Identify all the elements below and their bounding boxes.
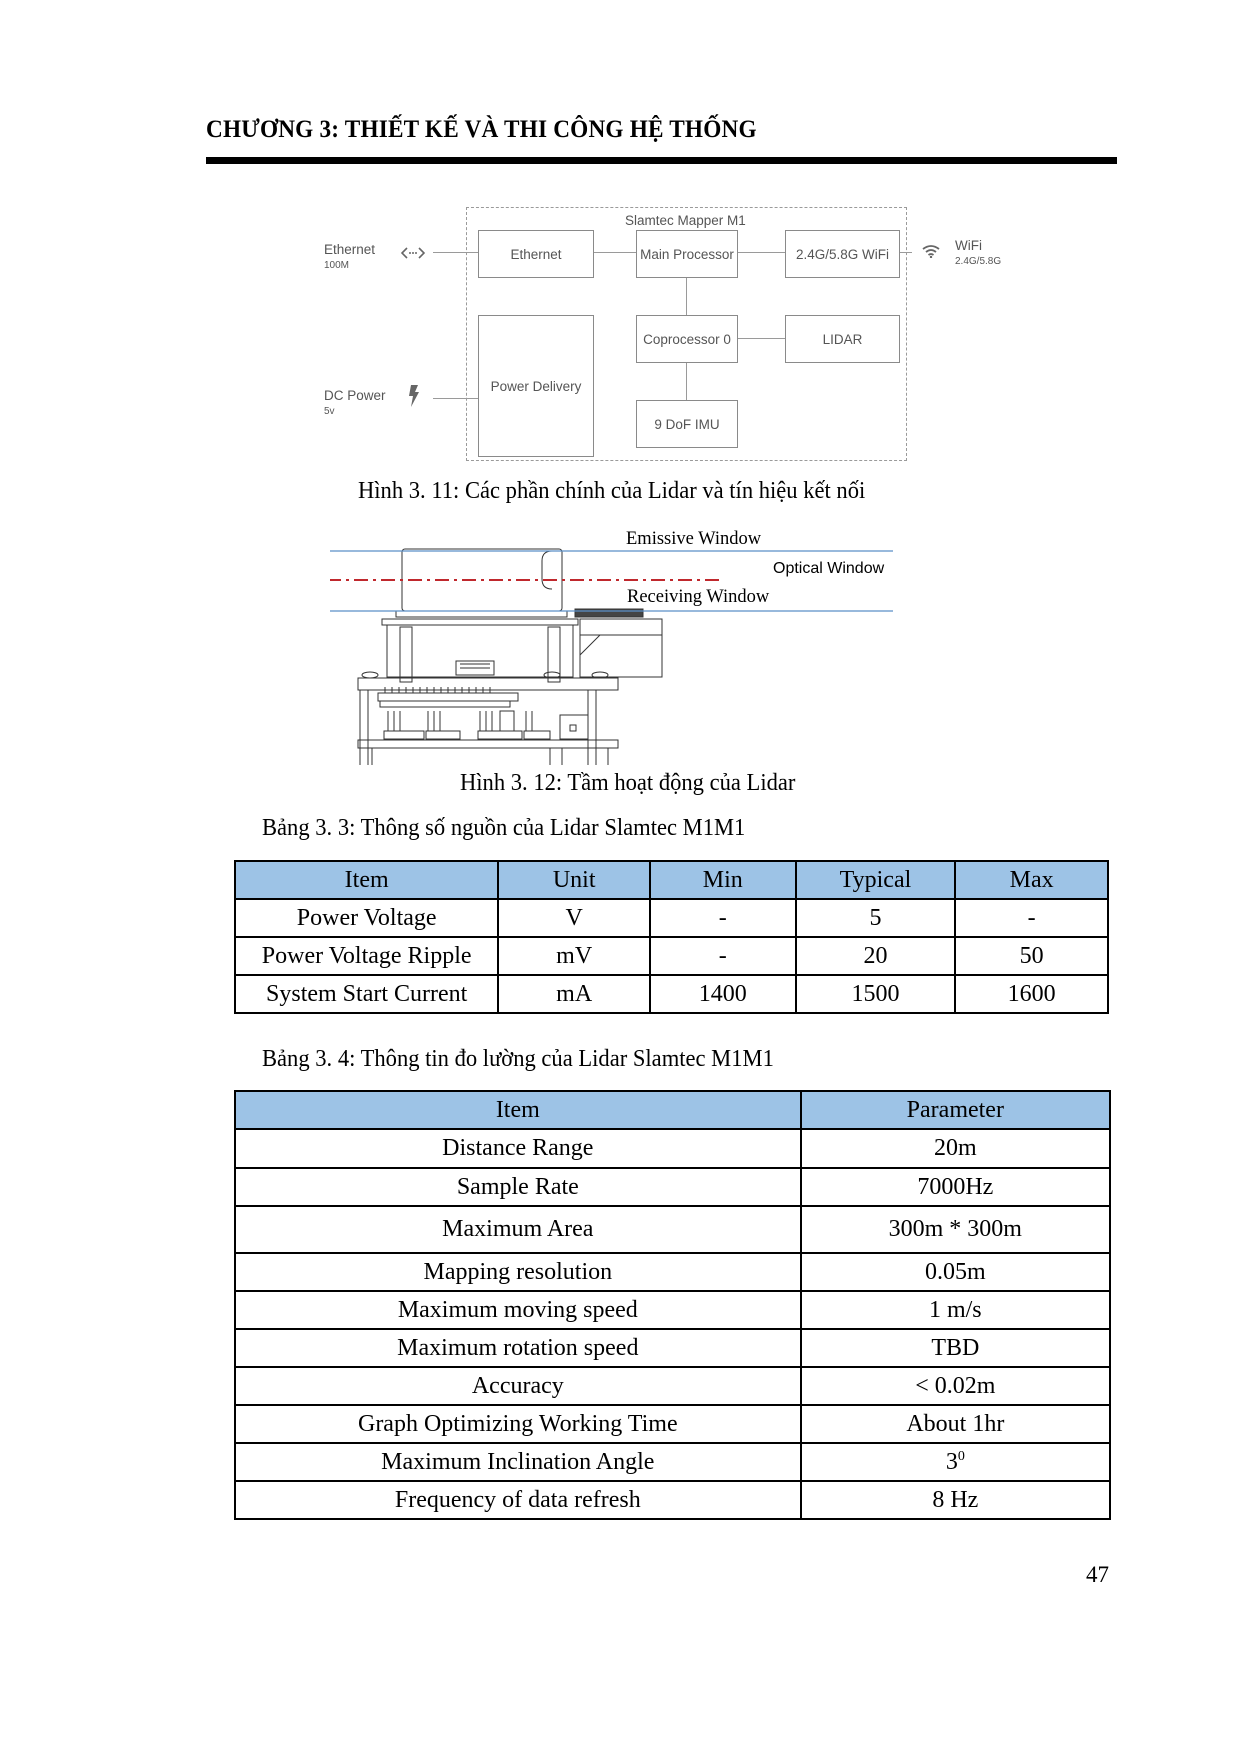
table-cell: - [955,899,1108,937]
table-row [235,1443,1110,1481]
table-cell: Maximum Area [235,1206,801,1253]
ethernet-arrows-icon [401,245,425,261]
table-cell: - [650,937,796,975]
table-cell: Distance Range [235,1129,801,1168]
table-cell: Accuracy [235,1367,801,1405]
table-row [235,937,1108,975]
wifi-external-label: WiFi [955,238,982,253]
table-cell: 1400 [650,975,796,1013]
table-row [235,1481,1110,1519]
table-row [235,1168,1110,1206]
table-row [235,1291,1110,1329]
table-cell: Power Voltage [235,899,498,937]
figure-3-12-caption: Hình 3. 12: Tầm hoạt động của Lidar [460,770,796,796]
table-header-row [235,1091,1110,1129]
table-cell: 7000Hz [801,1168,1110,1206]
table-cell: 50 [955,937,1108,975]
table-cell: Graph Optimizing Working Time [235,1405,801,1443]
table-row [235,975,1108,1013]
table-cell: TBD [801,1329,1110,1367]
table-cell: 1600 [955,975,1108,1013]
coprocessor-to-imu-link [686,363,687,400]
column-header: Parameter [801,1091,1110,1129]
frame-title: Slamtec Mapper M1 [625,213,746,228]
table-row [235,1405,1110,1443]
wifi-block: 2.4G/5.8G WiFi [785,230,900,278]
figure-3-12-lidar-drawing [330,529,1000,765]
table-cell: 20m [801,1129,1110,1168]
column-header: Item [235,1091,801,1129]
figure-3-11-block-diagram [290,195,1060,465]
ethernet-speed-label: 100M [324,260,350,271]
table-3-3-caption: Bảng 3. 3: Thông số nguồn của Lidar Slamtec M1M1 [262,815,746,841]
power-connector-line [433,398,478,399]
table-cell: Maximum rotation speed [235,1329,801,1367]
table-cell: System Start Current [235,975,498,1013]
table-cell: mV [498,937,650,975]
table-cell [801,1443,1110,1481]
lightning-icon [407,385,421,407]
ethernet-external-label: Ethernet [324,242,376,257]
table-cell: 20 [796,937,956,975]
column-header: Item [235,861,498,899]
table-header-row [235,861,1108,899]
power-spec-table [234,860,1109,1014]
dc-power-external-label: DC Power [324,388,386,403]
table-cell: 300m * 300m [801,1206,1110,1253]
column-header: Min [650,861,796,899]
ethernet-block: Ethernet [478,230,594,278]
table-cell: < 0.02m [801,1367,1110,1405]
receiving-window-label: Receiving Window [627,587,770,607]
table-cell: Sample Rate [235,1168,801,1206]
dc-power-voltage-label: 5v [324,406,335,417]
power-delivery-block: Power Delivery [478,315,594,457]
table-cell: 8 Hz [801,1481,1110,1519]
table-row [235,1367,1110,1405]
lidar-device-drawing [330,535,1000,765]
coprocessor-block: Coprocessor 0 [636,315,738,363]
table-cell: 1500 [796,975,956,1013]
chapter-divider [206,157,1117,164]
table-cell: Frequency of data refresh [235,1481,801,1519]
processor-to-coprocessor-link [686,278,687,315]
table-cell: About 1hr [801,1405,1110,1443]
table-cell: 1 m/s [801,1291,1110,1329]
table-cell: V [498,899,650,937]
degree-superscript: 0 [957,1448,965,1464]
page-number: 47 [1086,1562,1109,1587]
processor-to-wifi-link [738,252,785,253]
table-row [235,899,1108,937]
chapter-title: CHƯƠNG 3: THIẾT KẾ VÀ THI CÔNG HỆ THỐNG [206,116,757,143]
column-header: Max [955,861,1108,899]
table-cell: Power Voltage Ripple [235,937,498,975]
ethernet-connector-line [433,252,478,253]
imu-block: 9 DoF IMU [636,400,738,448]
table-cell: 5 [796,899,956,937]
table-row [235,1206,1110,1253]
main-processor-block: Main Processor [636,230,738,278]
coprocessor-to-lidar-link [738,338,785,339]
table-row [235,1253,1110,1291]
table-cell: Mapping resolution [235,1253,801,1291]
table-cell: Maximum Inclination Angle [235,1443,801,1481]
ethernet-to-processor-link [594,252,636,253]
table-cell: mA [498,975,650,1013]
wifi-band-label: 2.4G/5.8G [955,256,1002,267]
table-row [235,1129,1110,1168]
inclination-value: 3 [945,1448,958,1475]
column-header: Unit [498,861,650,899]
table-cell: - [650,899,796,937]
table-cell: Maximum moving speed [235,1291,801,1329]
optical-window-label: Optical Window [773,560,885,577]
measurement-spec-table [234,1090,1111,1520]
table-row [235,1329,1110,1367]
table-cell: 0.05m [801,1253,1110,1291]
lidar-block: LIDAR [785,315,900,363]
emissive-window-label: Emissive Window [626,529,762,549]
figure-3-11-caption: Hình 3. 11: Các phần chính của Lidar và tín hiệu kết nối [358,478,866,504]
column-header: Typical [796,861,956,899]
wifi-icon [922,244,940,258]
table-3-4-caption: Bảng 3. 4: Thông tin đo lường của Lidar Slamtec M1M1 [262,1046,774,1072]
